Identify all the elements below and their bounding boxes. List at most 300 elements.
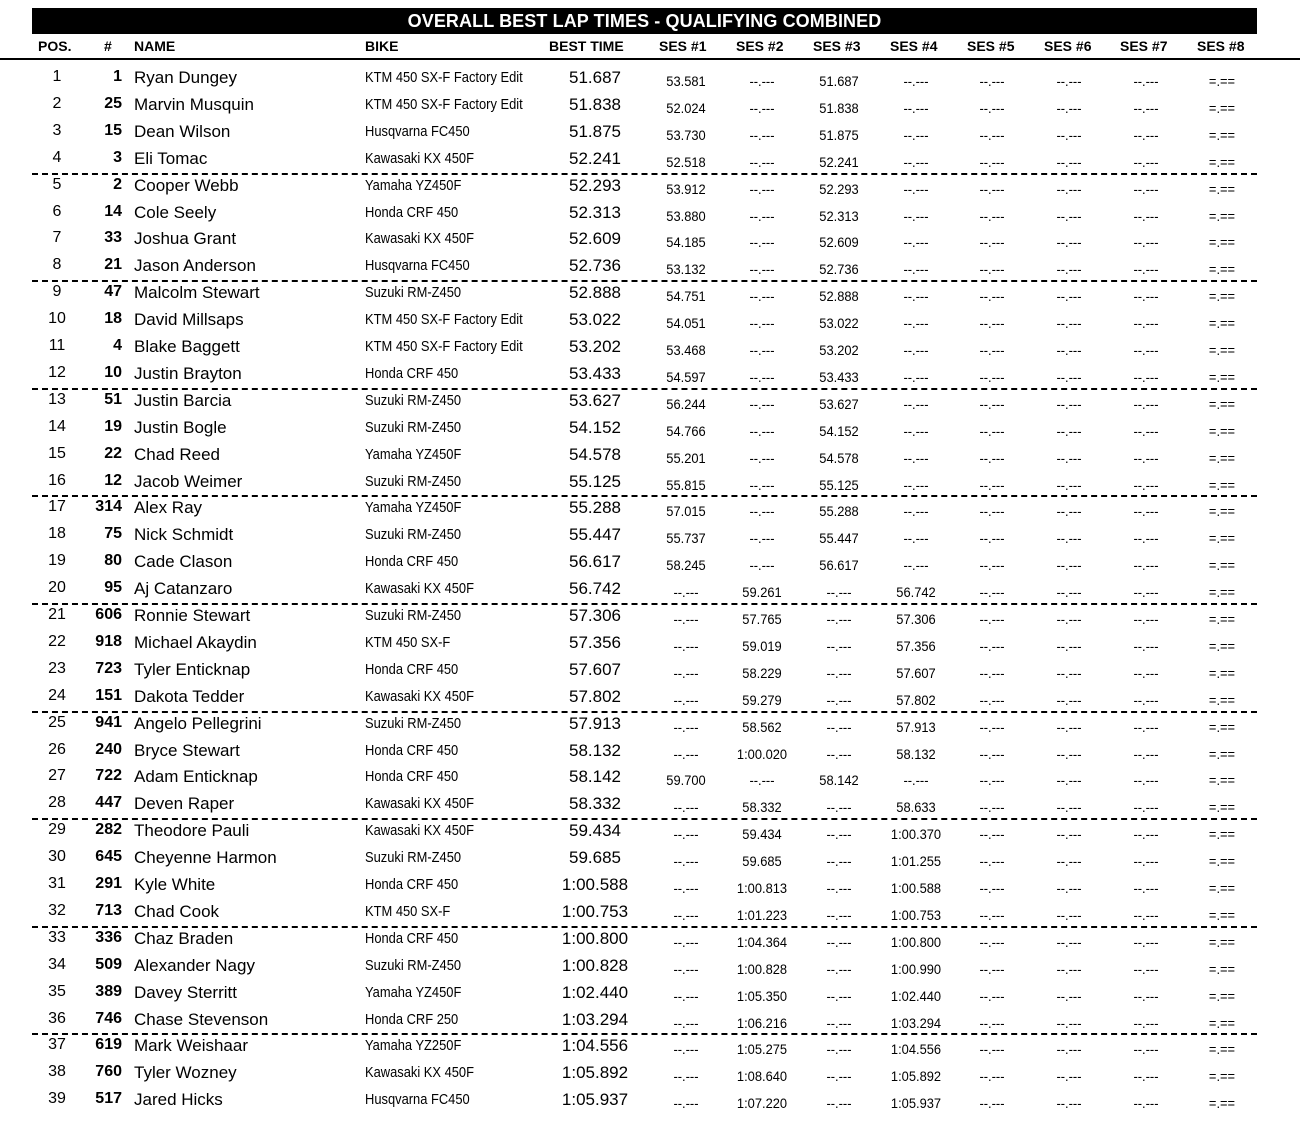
row-session-8-time: =.== [1208, 476, 1236, 493]
row-session-4-time: --.--- [903, 234, 929, 251]
row-bike: Suzuki RM-Z450 [365, 526, 462, 544]
row-session-6-time: --.--- [1056, 987, 1082, 1004]
row-bike: Suzuki RM-Z450 [365, 956, 462, 974]
row-session-3-time: 58.142 [819, 772, 859, 789]
row-session-3-time: --.--- [826, 880, 852, 896]
row-session-8-time: =.== [1208, 933, 1236, 950]
row-session-8-time: =.== [1208, 422, 1236, 439]
row-position: 33 [48, 928, 66, 946]
row-bike: Honda CRF 450 [365, 553, 459, 571]
row-session-8-time: =.== [1208, 99, 1236, 116]
row-rider-name: Davey Sterritt [134, 982, 237, 1002]
row-session-6-time: --.--- [1056, 73, 1082, 89]
row-session-1-time: --.--- [673, 960, 699, 977]
row-position: 20 [48, 579, 66, 597]
row-session-1-time: --.--- [673, 584, 699, 601]
row-session-7-time: --.--- [1133, 1041, 1159, 1058]
row-bike: Yamaha YZ450F [365, 983, 462, 1001]
row-rider-number: 509 [95, 955, 122, 973]
row-session-4-time: 1:05.892 [890, 1068, 942, 1085]
row-rider-number: 151 [95, 686, 122, 704]
row-session-8-time: =.== [1208, 395, 1236, 412]
row-session-8-time: =.== [1208, 207, 1236, 224]
row-session-7-time: --.--- [1133, 449, 1159, 466]
row-session-2-time: 1:00.828 [736, 960, 788, 977]
row-rider-number: 10 [104, 363, 122, 381]
header-ses-7: SES #7 [1120, 38, 1168, 54]
row-session-8-time: =.== [1208, 799, 1236, 816]
row-rider-number: 15 [104, 121, 122, 139]
row-rider-number: 95 [104, 579, 122, 597]
row-session-5-time: --.--- [979, 288, 1005, 305]
row-best-time: 54.578 [569, 444, 621, 464]
row-bike: Kawasaki KX 450F [365, 822, 474, 840]
row-position: 26 [48, 740, 66, 758]
row-session-4-time: 57.913 [896, 718, 936, 735]
row-session-5-time: --.--- [979, 664, 1005, 681]
table-row [0, 1061, 1300, 1088]
row-session-6-time: --.--- [1056, 476, 1082, 493]
row-bike: Kawasaki KX 450F [365, 687, 474, 705]
header-ses-1: SES #1 [659, 38, 707, 54]
row-session-1-time: 52.518 [666, 153, 706, 170]
row-bike: Kawasaki KX 450F [365, 795, 474, 813]
row-session-4-time: --.--- [903, 772, 929, 789]
row-position: 31 [48, 875, 66, 892]
row-session-8-time: =.== [1208, 73, 1236, 89]
table-row [0, 873, 1300, 900]
row-rider-name: Cooper Webb [134, 175, 239, 195]
row-rider-name: Kyle White [134, 875, 216, 894]
row-rider-name: Bryce Stewart [134, 740, 240, 760]
row-session-5-time: --.--- [979, 691, 1005, 708]
row-bike: Honda CRF 250 [365, 1010, 459, 1028]
row-session-7-time: --.--- [1133, 368, 1159, 385]
row-rider-number: 722 [95, 767, 122, 785]
row-session-8-time: =.== [1208, 288, 1236, 305]
row-best-time: 1:00.800 [561, 928, 629, 948]
row-position: 4 [52, 148, 62, 166]
row-position: 29 [48, 821, 66, 839]
row-session-4-time: 1:04.556 [890, 1041, 942, 1058]
row-rider-number: 606 [95, 606, 122, 623]
row-best-time: 52.313 [569, 202, 621, 222]
row-session-5-time: --.--- [979, 799, 1005, 816]
row-rider-name: Cole Seely [134, 202, 217, 222]
row-session-4-time: 56.742 [896, 584, 936, 601]
row-best-time: 53.433 [569, 363, 621, 383]
row-rider-number: 517 [95, 1090, 122, 1108]
row-best-time: 55.447 [569, 525, 621, 545]
row-session-4-time: --.--- [903, 315, 929, 332]
row-session-5-time: --.--- [979, 422, 1005, 439]
row-session-8-time: =.== [1208, 1068, 1236, 1085]
row-session-1-time: 54.751 [666, 288, 706, 305]
row-rider-name: Chad Cook [134, 901, 220, 921]
row-session-2-time: --.--- [749, 73, 775, 89]
row-session-5-time: --.--- [979, 342, 1005, 358]
row-session-2-time: --.--- [749, 476, 775, 493]
row-rider-name: Chase Stevenson [134, 1009, 269, 1029]
table-row [0, 523, 1300, 550]
row-session-7-time: --.--- [1133, 557, 1159, 574]
row-session-7-time: --.--- [1133, 153, 1159, 170]
row-session-8-time: =.== [1208, 611, 1236, 627]
row-session-2-time: 1:05.275 [736, 1041, 788, 1058]
row-session-4-time: --.--- [903, 288, 929, 305]
row-session-8-time: =.== [1208, 530, 1236, 547]
row-rider-number: 22 [104, 444, 122, 462]
row-best-time: 58.332 [569, 794, 621, 814]
row-rider-name: Michael Akaydin [134, 632, 257, 652]
row-position: 9 [52, 283, 62, 301]
row-session-1-time: 59.700 [666, 772, 706, 789]
row-rider-name: Dean Wilson [134, 121, 231, 141]
table-row [0, 470, 1300, 497]
row-session-1-time: --.--- [673, 611, 699, 627]
row-position: 3 [52, 121, 62, 139]
row-session-7-time: --.--- [1133, 933, 1159, 950]
table-row [0, 174, 1300, 201]
row-session-8-time: =.== [1208, 584, 1236, 601]
row-session-3-time: 54.578 [819, 449, 859, 466]
row-session-8-time: =.== [1208, 234, 1236, 251]
table-row [0, 93, 1300, 120]
row-bike: KTM 450 SX-F Factory Edit [365, 95, 523, 113]
row-session-5-time: --.--- [979, 207, 1005, 224]
row-rider-name: Dakota Tedder [134, 686, 245, 706]
row-session-1-time: 58.245 [666, 557, 706, 574]
row-session-1-time: 52.024 [666, 99, 706, 116]
row-session-6-time: --.--- [1056, 772, 1082, 789]
row-bike: Kawasaki KX 450F [365, 1064, 474, 1082]
row-session-5-time: --.--- [979, 261, 1005, 278]
row-session-4-time: 1:01.255 [890, 853, 942, 870]
row-session-7-time: --.--- [1133, 207, 1159, 224]
row-bike: Yamaha YZ450F [365, 445, 462, 463]
row-best-time: 56.742 [569, 579, 621, 599]
row-session-1-time: --.--- [673, 691, 699, 708]
row-session-8-time: =.== [1208, 906, 1236, 923]
row-rider-name: Chad Reed [134, 444, 221, 464]
table-row [0, 335, 1300, 362]
row-session-2-time: 1:00.813 [736, 880, 788, 896]
row-session-4-time: 57.607 [896, 664, 936, 681]
table-row [0, 281, 1300, 308]
row-session-7-time: --.--- [1133, 261, 1159, 278]
row-session-2-time: --.--- [749, 342, 775, 358]
row-bike: Honda CRF 450 [365, 203, 459, 221]
row-session-6-time: --.--- [1056, 1041, 1082, 1058]
row-session-3-time: --.--- [826, 1014, 852, 1031]
row-rider-number: 19 [104, 417, 122, 435]
table-row [0, 765, 1300, 792]
row-session-2-time: --.--- [749, 395, 775, 412]
row-session-1-time: --.--- [673, 799, 699, 816]
header-ses-6: SES #6 [1044, 38, 1092, 54]
row-session-1-time: 53.468 [666, 342, 706, 358]
row-session-7-time: --.--- [1133, 530, 1159, 547]
row-session-7-time: --.--- [1133, 288, 1159, 305]
row-session-8-time: =.== [1208, 342, 1236, 358]
row-session-3-time: --.--- [826, 718, 852, 735]
header-ses-5: SES #5 [967, 38, 1015, 54]
row-session-2-time: --.--- [749, 449, 775, 466]
row-session-8-time: =.== [1208, 960, 1236, 977]
table-row [0, 496, 1300, 523]
row-session-7-time: --.--- [1133, 987, 1159, 1004]
header-ses-3: SES #3 [813, 38, 861, 54]
row-session-2-time: --.--- [749, 368, 775, 385]
row-session-1-time: --.--- [673, 826, 699, 843]
row-session-4-time: --.--- [903, 476, 929, 493]
row-session-6-time: --.--- [1056, 449, 1082, 466]
row-session-6-time: --.--- [1056, 1068, 1082, 1085]
row-session-5-time: --.--- [979, 1068, 1005, 1085]
row-session-5-time: --.--- [979, 853, 1005, 870]
row-bike: KTM 450 SX-F Factory Edit [365, 338, 523, 355]
row-session-2-time: 59.261 [742, 584, 782, 601]
row-session-8-time: =.== [1208, 987, 1236, 1004]
row-session-4-time: 1:05.937 [890, 1095, 942, 1112]
row-position: 38 [48, 1063, 66, 1081]
row-best-time: 58.132 [569, 740, 621, 760]
row-rider-number: 314 [95, 498, 122, 516]
row-session-6-time: --.--- [1056, 503, 1082, 520]
row-session-5-time: --.--- [979, 718, 1005, 735]
table-row [0, 550, 1300, 577]
row-bike: Suzuki RM-Z450 [365, 472, 462, 490]
row-session-6-time: --.--- [1056, 826, 1082, 843]
table-row [0, 846, 1300, 873]
row-best-time: 52.609 [569, 229, 621, 249]
row-session-5-time: --.--- [979, 1014, 1005, 1031]
row-session-7-time: --.--- [1133, 637, 1159, 654]
row-rider-name: Joshua Grant [134, 229, 237, 249]
row-session-2-time: --.--- [749, 207, 775, 224]
row-session-4-time: 1:03.294 [890, 1014, 942, 1031]
table-row [0, 900, 1300, 927]
row-position: 34 [48, 955, 66, 973]
row-rider-number: 80 [104, 552, 122, 570]
row-session-1-time: --.--- [673, 637, 699, 654]
row-position: 17 [48, 498, 66, 516]
row-session-6-time: --.--- [1056, 853, 1082, 870]
row-session-3-time: 51.838 [819, 99, 859, 116]
row-rider-name: David Millsaps [134, 310, 244, 330]
table-row [0, 120, 1300, 147]
row-session-5-time: --.--- [979, 180, 1005, 197]
row-session-3-time: --.--- [826, 691, 852, 708]
row-position: 22 [48, 632, 66, 650]
row-best-time: 53.022 [569, 310, 621, 330]
row-rider-name: Deven Raper [134, 794, 235, 814]
row-session-2-time: --.--- [749, 557, 775, 574]
row-rider-number: 4 [113, 337, 122, 354]
row-session-6-time: --.--- [1056, 99, 1082, 116]
row-rider-name: Nick Schmidt [134, 525, 234, 545]
table-header [0, 38, 1300, 60]
row-session-8-time: =.== [1208, 557, 1236, 574]
row-session-5-time: --.--- [979, 557, 1005, 574]
row-session-6-time: --.--- [1056, 664, 1082, 681]
table-row [0, 685, 1300, 712]
table-row [0, 1088, 1300, 1115]
row-session-1-time: 54.766 [666, 422, 706, 439]
row-session-7-time: --.--- [1133, 611, 1159, 627]
row-rider-name: Ronnie Stewart [134, 606, 251, 625]
row-session-5-time: --.--- [979, 476, 1005, 493]
row-session-1-time: --.--- [673, 987, 699, 1004]
row-session-1-time: --.--- [673, 1068, 699, 1085]
row-bike: Yamaha YZ250F [365, 1037, 462, 1055]
row-best-time: 59.685 [569, 848, 621, 868]
row-bike: Honda CRF 450 [365, 741, 459, 759]
row-position: 35 [48, 982, 66, 1000]
row-session-2-time: 59.434 [742, 826, 782, 843]
row-position: 1 [52, 68, 62, 85]
table-row [0, 712, 1300, 739]
row-session-4-time: --.--- [903, 557, 929, 574]
row-session-3-time: --.--- [826, 906, 852, 923]
row-best-time: 52.888 [569, 283, 621, 303]
row-session-7-time: --.--- [1133, 342, 1159, 358]
row-bike: Yamaha YZ450F [365, 176, 462, 194]
row-session-3-time: --.--- [826, 1041, 852, 1058]
row-session-5-time: --.--- [979, 126, 1005, 143]
row-session-6-time: --.--- [1056, 960, 1082, 977]
row-session-4-time: 1:00.800 [890, 933, 942, 950]
row-rider-number: 713 [95, 901, 122, 919]
row-session-2-time: --.--- [749, 99, 775, 116]
row-session-8-time: =.== [1208, 1014, 1236, 1031]
row-session-1-time: --.--- [673, 745, 699, 762]
row-session-6-time: --.--- [1056, 718, 1082, 735]
row-bike: Husqvarna FC450 [365, 122, 470, 140]
row-session-1-time: 53.730 [666, 126, 706, 143]
row-session-3-time: 55.125 [819, 476, 859, 493]
row-best-time: 57.802 [569, 686, 621, 706]
header-ses-8: SES #8 [1197, 38, 1245, 54]
row-best-time: 57.607 [569, 659, 621, 679]
row-session-2-time: --.--- [749, 772, 775, 789]
row-session-1-time: 53.132 [666, 261, 706, 278]
row-session-4-time: --.--- [903, 126, 929, 143]
row-bike: Suzuki RM-Z450 [365, 284, 462, 302]
row-session-8-time: =.== [1208, 1041, 1236, 1058]
row-rider-number: 33 [104, 229, 122, 247]
row-session-2-time: 1:04.364 [736, 933, 788, 950]
row-session-1-time: --.--- [673, 1095, 699, 1112]
row-rider-number: 746 [95, 1009, 122, 1027]
row-session-7-time: --.--- [1133, 1014, 1159, 1031]
row-best-time: 51.875 [569, 121, 621, 141]
row-session-5-time: --.--- [979, 449, 1005, 466]
row-rider-number: 47 [104, 283, 122, 301]
row-rider-number: 941 [95, 713, 122, 731]
row-session-5-time: --.--- [979, 1041, 1005, 1058]
table-row [0, 443, 1300, 470]
row-session-3-time: --.--- [826, 987, 852, 1004]
row-rider-number: 447 [95, 794, 122, 812]
header-bike: BIKE [365, 38, 399, 54]
row-session-3-time: 53.627 [819, 395, 859, 412]
row-session-3-time: 52.609 [819, 234, 859, 251]
row-session-1-time: --.--- [673, 906, 699, 923]
row-position: 12 [48, 363, 66, 381]
row-position: 2 [52, 94, 62, 112]
row-bike: Honda CRF 450 [365, 660, 459, 678]
row-best-time: 55.125 [569, 471, 621, 491]
row-session-7-time: --.--- [1133, 664, 1159, 681]
row-session-8-time: =.== [1208, 126, 1236, 143]
row-bike: KTM 450 SX-F Factory Edit [365, 69, 523, 86]
row-bike: Kawasaki KX 450F [365, 149, 474, 167]
row-session-4-time: --.--- [903, 422, 929, 439]
row-session-5-time: --.--- [979, 584, 1005, 601]
row-bike: Honda CRF 450 [365, 364, 459, 382]
row-rider-number: 21 [104, 256, 122, 274]
row-session-3-time: 51.875 [819, 126, 859, 143]
row-session-5-time: --.--- [979, 73, 1005, 89]
row-session-4-time: 57.356 [896, 637, 936, 654]
row-session-8-time: =.== [1208, 261, 1236, 278]
table-row [0, 604, 1300, 631]
row-session-3-time: --.--- [826, 960, 852, 977]
row-position: 32 [48, 901, 66, 919]
row-session-4-time: --.--- [903, 395, 929, 412]
row-session-3-time: 56.617 [819, 557, 859, 574]
row-position: 28 [48, 794, 66, 812]
table-row [0, 981, 1300, 1008]
row-session-3-time: --.--- [826, 611, 852, 627]
row-session-2-time: 58.332 [742, 799, 782, 816]
row-session-5-time: --.--- [979, 315, 1005, 332]
row-session-7-time: --.--- [1133, 691, 1159, 708]
row-bike: Suzuki RM-Z450 [365, 849, 462, 867]
row-session-7-time: --.--- [1133, 99, 1159, 116]
row-session-8-time: =.== [1208, 368, 1236, 385]
row-session-1-time: --.--- [673, 664, 699, 681]
row-session-7-time: --.--- [1133, 315, 1159, 332]
row-session-2-time: 59.685 [742, 853, 782, 870]
table-row [0, 792, 1300, 819]
row-session-2-time: 58.562 [742, 718, 782, 735]
header-pos: POS. [38, 38, 72, 54]
row-bike: Suzuki RM-Z450 [365, 714, 462, 732]
row-session-1-time: --.--- [673, 880, 699, 896]
row-session-7-time: --.--- [1133, 234, 1159, 251]
header-ses-2: SES #2 [736, 38, 784, 54]
row-bike: Husqvarna FC450 [365, 257, 470, 275]
row-position: 8 [52, 256, 62, 274]
row-session-5-time: --.--- [979, 987, 1005, 1004]
row-session-1-time: --.--- [673, 933, 699, 950]
row-session-8-time: =.== [1208, 180, 1236, 197]
row-rider-number: 3 [113, 148, 122, 166]
row-best-time: 52.736 [569, 256, 621, 276]
row-session-3-time: --.--- [826, 664, 852, 681]
row-session-4-time: 58.132 [896, 745, 936, 762]
row-session-4-time: --.--- [903, 261, 929, 278]
row-session-6-time: --.--- [1056, 288, 1082, 305]
row-session-5-time: --.--- [979, 99, 1005, 116]
row-position: 39 [48, 1090, 66, 1108]
row-session-4-time: --.--- [903, 207, 929, 224]
row-bike: Kawasaki KX 450F [365, 580, 474, 598]
row-best-time: 58.142 [569, 767, 621, 787]
row-rider-number: 918 [95, 632, 122, 650]
